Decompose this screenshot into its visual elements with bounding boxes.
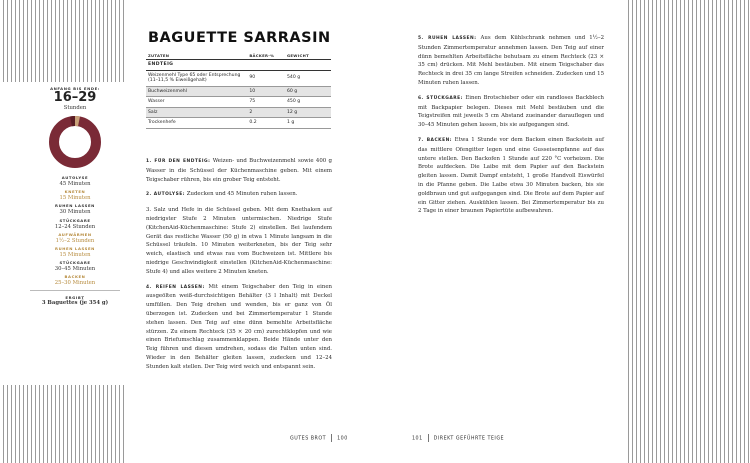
footer-right-separator (428, 434, 429, 442)
table-cell: 75 (247, 97, 285, 108)
footer-left-text: GUTES BROT (290, 436, 327, 442)
table-cell: 10 (247, 86, 285, 97)
timeline-step (30, 246, 120, 258)
timeline-step-label: STÜCKGARE (59, 217, 91, 223)
instructions-right (418, 34, 604, 222)
decorative-stripes-left-bottom (0, 385, 124, 463)
instruction-lead: 6. STÜCKGARE: (418, 95, 463, 101)
table-cell: Buchweizenmehl (146, 86, 247, 97)
ingredients-table (146, 52, 331, 129)
table-row (146, 97, 331, 108)
table-header-ingredients: ZUTATEN (146, 52, 247, 60)
instruction-text: Etwa 1 Stunde vor dem Backen einen Backstein auf das mittlere Ofengitter legen und eine Gusseisenpfanne auf das untere stellen. Den Backofen 1 Stunde auf 220 °C vorheizen. Die Brote aufdecken. Die Laibe mit dem Papier auf den Backstein gleiten lassen. Damit Dampf entsteht, 1 große Handvoll Eiswürfel in die Pfanne geben. Die Laibe etwa 30 Minuten backen, bis sie goldbraun und gut aufgegangen sind. Die Brote auf dem Papier auf ein Gitter ziehen. Auskühlen lassen. Bei Zimmertemperatur bis zu 2 Tage in einer braunen Papiertüte aufbewahren. (418, 136, 604, 215)
timeline-step-label: AUTOLYSE (61, 175, 89, 180)
donut-main-ring (54, 121, 96, 163)
timeline-step (30, 175, 120, 187)
yield-value: 3 Baguettes (je 354 g) (41, 300, 109, 307)
timeline-step-label: BACKEN (64, 274, 86, 280)
footer-left-separator (331, 434, 332, 442)
footer-left (290, 434, 348, 442)
table-header-weight: GEWICHT (285, 52, 331, 60)
table-cell: Trockenhefe (146, 118, 247, 129)
table-header-row (146, 52, 331, 60)
instruction-paragraph (146, 206, 332, 276)
table-header-baker-percent: BÄCKER-% (247, 52, 285, 60)
timeline-steps (30, 175, 120, 286)
footer-right-page: 101 (412, 436, 423, 442)
decorative-stripes-left-top (0, 0, 124, 82)
instruction-paragraph (418, 94, 604, 130)
timeline-step-label: RUHEN LASSEN (55, 245, 95, 251)
sidebar-divider (30, 290, 120, 291)
timeline-step-label: AUFWÄRMEN (58, 231, 92, 237)
recipe-header (146, 30, 331, 129)
total-time-unit: Stunden (63, 105, 87, 111)
timeline-step-value: 25–30 Minuten (54, 280, 96, 287)
instruction-lead: 7. BACKEN: (418, 137, 452, 143)
table-section-label: ENDTEIG (146, 60, 331, 71)
table-cell: 1 g (285, 118, 331, 129)
timeline-step (30, 274, 120, 286)
instruction-paragraph (146, 190, 332, 200)
table-cell: 0.2 (247, 118, 285, 129)
instruction-paragraph (146, 157, 332, 184)
timeline-step (30, 232, 120, 244)
instruction-paragraph (418, 34, 604, 88)
instruction-lead: 4. REIFEN LASSEN: (146, 284, 205, 290)
instruction-text: Mit einem Teigschaber den Teig in einen ausgeölten weiß-durchsichtigen Behälter (3 l Inhalt) mit Deckel umfüllen. Den Teig drehen und wenden, bis er ganz von Öl überzogen ist. Zudecken und bei Zimmertemperatur 1 Stunde stehen lassen. Den Teig auf eine dünn bemehlte Arbeitsfläche stürzen. Zu einem Rechteck (35 × 20 cm) zurechtklopfen und wie einen Briefumschlag zusammenklappen. Beide Hände unter den Teig führen und diesen umdrehen, sodass die Falten unten sind. Wieder in den Behälter gleiten lassen, zudecken und 12–24 Stunden kalt stellen. Der Teig wird weich und entspannt sein. (146, 283, 332, 370)
timeline-step-label: RUHEN LASSEN (55, 203, 95, 209)
instruction-paragraph (146, 283, 332, 372)
instruction-text: Aus dem Kühlschrank nehmen und 1½–2 Stunden Zimmertemperatur annehmen lassen. Den Teig auf einer dünn bemehlten Arbeitsfläche behutsam zu einem Rechteck (23 × 35 cm) drücken. Mit Mehl bestäuben. Mit einem Teigschaber das Rechteck in drei 35 cm lange Streifen schneiden. Zudecken und 15 Minuten ruhen lassen. (418, 35, 604, 86)
total-time-label: ANFANG BIS ENDE: (50, 86, 100, 91)
timeline-step-value: 1½–2 Stunden (55, 237, 95, 244)
yield-label: ERGIBT (65, 295, 85, 301)
table-cell: Wasser (146, 97, 247, 108)
table-cell: 450 g (285, 97, 331, 108)
timeline-sidebar (30, 86, 120, 306)
instruction-lead: 2. AUTOLYSE: (146, 192, 186, 198)
instruction-lead: 1. FÜR DEN ENDTEIG: (146, 159, 211, 164)
timeline-step-label: KNETEN (64, 189, 86, 195)
table-body (146, 60, 331, 129)
instruction-text: Weizen- und Buchweizenmehl sowie 400 g Wasser in die Schüssel der Küchenmaschine geben. Mit einem Teigschaber rühren, bis ein grober Teig entsteht. (146, 158, 332, 183)
instruction-lead: 5. RUHEN LASSEN: (418, 36, 477, 41)
instructions-left (146, 157, 332, 378)
table-row (146, 70, 331, 86)
table-row (146, 86, 331, 97)
table-cell: 2 (247, 107, 285, 118)
timeline-step-value: 12–24 Stunden (54, 223, 96, 230)
table-row (146, 118, 331, 129)
timeline-step-value: 30 Minuten (59, 209, 91, 216)
instruction-paragraph (418, 136, 604, 216)
table-cell: 90 (247, 70, 285, 86)
footer-right-text: DIREKT GEFÜHRTE TEIGE (433, 436, 505, 442)
donut-svg (48, 115, 102, 169)
timeline-step-value: 15 Minuten (59, 195, 91, 202)
table-cell: Salz (146, 107, 247, 118)
decorative-stripes-right (625, 0, 750, 463)
timeline-step (30, 260, 120, 272)
timeline-step (30, 203, 120, 215)
table-cell: Weizenmehl Type 65 oder Entsprechung (11–11,5 % Eiweißgehalt) (146, 70, 247, 86)
timeline-step-label: STÜCKGARE (59, 260, 91, 266)
table-row (146, 107, 331, 118)
instruction-text: Einen Brotschieber oder ein randloses Backblech mit Backpapier belegen. Dieses mit Mehl bestäuben und die Teigstreifen mit jeweils 5 cm Abstand zueinander darauflegen und 30–45 Minuten gehen lassen, bis sie aufgegangen sind. (418, 94, 604, 129)
table-cell: 12 g (285, 107, 331, 118)
timeline-step-value: 30–45 Minuten (54, 266, 96, 273)
timeline-donut-chart (48, 115, 102, 169)
table-section-row (146, 60, 331, 71)
instruction-text: Zudecken und 45 Minuten ruhen lassen. (185, 191, 298, 198)
instruction-text: 3. Salz und Hefe in die Schüssel geben. Mit dem Knethaken auf niedrigster Stufe 2 Minuten untermischen. Niedrige Stufe (KitchenAid-Küchenmaschine: Stufe 2) einstellen. Bei laufendem Gerät das restliche Wasser (50 g) in etwa 1 Minute langsam in die Schüssel träufeln. 10 Minuten weiterkneten, bis der Teig sehr weich, elastisch und etwas rau vom Buchweizen ist. Mittlere bis niedrige Geschwindigkeit einstellen (KitchenAid-Küchenmaschine: Stufe 4) und alles weitere 2 Minuten kneten. (146, 207, 332, 275)
timeline-step (30, 189, 120, 201)
recipe-title: BAGUETTE SARRASIN (148, 30, 331, 46)
table-cell: 60 g (285, 86, 331, 97)
timeline-step (30, 218, 120, 230)
total-time-value: 16–29 (53, 90, 97, 105)
timeline-step-value: 15 Minuten (59, 251, 91, 258)
footer-right (412, 434, 504, 442)
timeline-step-value: 45 Minuten (59, 181, 91, 187)
table-cell: 540 g (285, 70, 331, 86)
footer-left-page: 100 (337, 436, 348, 442)
